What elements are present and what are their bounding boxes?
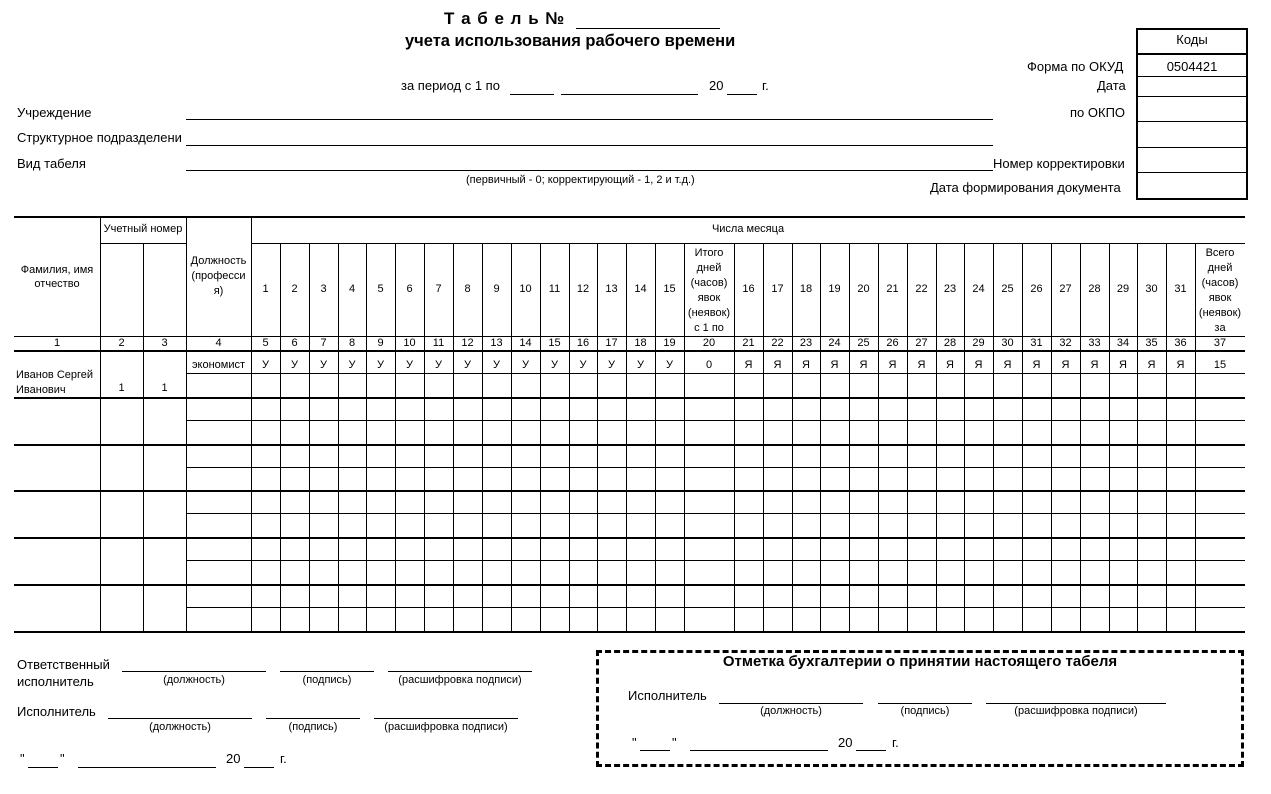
employee-account-1: 1: [118, 382, 125, 394]
correction-code-field[interactable]: [1138, 148, 1245, 172]
date-label: Дата: [1097, 78, 1126, 93]
header-total2-line: (неявок): [1198, 307, 1242, 319]
row-group-border: [14, 537, 1245, 539]
accounting-signature-line[interactable]: [878, 703, 972, 704]
employee-total-first-half: 0: [705, 359, 713, 371]
attendance-mark[interactable]: У: [291, 359, 298, 371]
day-number-header: 11: [548, 283, 561, 295]
table-column-border: [1166, 243, 1167, 631]
date-year-line[interactable]: [244, 767, 274, 768]
column-number: 31: [1030, 337, 1043, 349]
column-number: 11: [432, 337, 445, 349]
day-number-header: 15: [663, 283, 676, 295]
column-number: 8: [348, 337, 356, 349]
accounting-executor-label: Исполнитель: [628, 688, 707, 703]
header-total2-line: за: [1214, 322, 1226, 334]
okpo-code-field[interactable]: [1138, 97, 1245, 121]
attendance-mark[interactable]: У: [262, 359, 269, 371]
division-line[interactable]: [186, 145, 993, 146]
table-column-border: [849, 243, 850, 631]
row-subdivider: [186, 467, 1245, 468]
header-total1-line: явок: [697, 292, 721, 304]
day-number-header: 29: [1116, 283, 1130, 295]
period-month-line[interactable]: [561, 94, 698, 95]
attendance-mark[interactable]: У: [522, 359, 529, 371]
header-days-of-month: Числа месяца: [711, 223, 785, 235]
responsible-position-line[interactable]: [122, 671, 266, 672]
table-column-border: [511, 243, 512, 631]
attendance-mark[interactable]: У: [406, 359, 413, 371]
employee-account-2: 1: [161, 382, 168, 394]
table-column-border: [993, 243, 994, 631]
attendance-mark[interactable]: Я: [830, 359, 839, 371]
column-number: 36: [1174, 337, 1187, 349]
attendance-mark[interactable]: Я: [946, 359, 954, 371]
accounting-signature-hint: (подпись): [900, 705, 950, 717]
day-number-header: 4: [348, 283, 356, 295]
header-fio-line: отчество: [34, 278, 80, 290]
day-number-header: 12: [576, 283, 590, 295]
day-number-header: 18: [799, 283, 813, 295]
responsible-label-line: Ответственный: [17, 657, 110, 672]
attendance-mark[interactable]: Я: [1176, 359, 1185, 371]
day-number-header: 31: [1174, 283, 1187, 295]
row-group-border: [14, 490, 1245, 492]
codes-divider: [1137, 53, 1247, 55]
attendance-mark[interactable]: Я: [1003, 359, 1012, 371]
period-day-line[interactable]: [510, 94, 554, 95]
executor-signature-line[interactable]: [266, 718, 360, 719]
responsible-label-line: исполнитель: [17, 674, 94, 689]
codes-title: Коды: [1176, 32, 1208, 47]
column-number: 34: [1116, 337, 1130, 349]
accounting-position-hint: (должность): [760, 705, 822, 717]
attendance-mark[interactable]: Я: [802, 359, 810, 371]
column-number: 9: [377, 337, 384, 349]
responsible-decode-line[interactable]: [388, 671, 532, 672]
day-number-header: 14: [634, 283, 647, 295]
column-number: 27: [915, 337, 928, 349]
day-number-header: 6: [406, 283, 413, 295]
attendance-mark[interactable]: Я: [1090, 359, 1099, 371]
table-column-border: [1051, 243, 1052, 631]
employee-total-month: 15: [1213, 359, 1227, 371]
header-fio: [14, 263, 100, 291]
responsible-label: [17, 656, 110, 690]
day-number-header: 13: [605, 283, 618, 295]
column-number: 1: [53, 337, 61, 349]
table-bottom-border: [14, 631, 1245, 633]
date-month-line[interactable]: [78, 767, 216, 768]
attendance-mark[interactable]: У: [493, 359, 500, 371]
attendance-mark[interactable]: У: [637, 359, 644, 371]
type-line[interactable]: [186, 170, 993, 171]
day-number-header: 3: [320, 283, 327, 295]
table-column-border: [143, 243, 144, 631]
type-hint: (первичный - 0; корректирующий - 1, 2 и т.д.): [466, 174, 695, 186]
column-number: 19: [663, 337, 676, 349]
responsible-signature-line[interactable]: [280, 671, 374, 672]
accounting-title: Отметка бухгалтерии о принятии настоящего табеля: [722, 653, 1118, 670]
column-number: 37: [1213, 337, 1227, 349]
accounting-year-suffix: г.: [892, 735, 899, 750]
attendance-mark[interactable]: Я: [859, 359, 868, 371]
header-total-month: [1195, 246, 1245, 336]
accounting-position-line[interactable]: [719, 703, 863, 704]
column-number: 13: [490, 337, 503, 349]
executor-decode-line[interactable]: [374, 718, 518, 719]
row-group-border: [14, 444, 1245, 446]
column-numbers-bottom: [14, 350, 1245, 352]
row-subdivider: [186, 607, 1245, 608]
okud-value: 0504421: [1166, 59, 1218, 74]
attendance-mark[interactable]: У: [579, 359, 587, 371]
responsible-decode-hint: (расшифровка подписи): [398, 674, 522, 686]
table-column-border: [1022, 243, 1023, 631]
header-total1-line: (часов): [690, 277, 728, 289]
header-total1-line: дней: [696, 262, 722, 274]
employee-name-line: Иванов Сергей: [16, 369, 94, 381]
responsible-signature-hint: (подпись): [302, 674, 352, 686]
date-quote-open: ": [20, 751, 25, 766]
table-column-border: [626, 243, 627, 631]
header-total-first-half: [684, 246, 734, 336]
table-column-border: [964, 243, 965, 631]
codes-divider: [1137, 121, 1247, 122]
column-number: 17: [605, 337, 618, 349]
table-column-border: [792, 243, 793, 631]
day-number-header: 23: [943, 283, 957, 295]
date-year-suffix: г.: [280, 751, 287, 766]
day-number-header: 30: [1145, 283, 1158, 295]
employee-name: [16, 368, 93, 398]
header-fio-line: Фамилия, имя: [20, 264, 94, 276]
correction-label: Номер корректировки: [993, 156, 1125, 171]
attendance-mark[interactable]: Я: [1061, 359, 1070, 371]
column-number: 15: [548, 337, 561, 349]
employee-position: экономист: [191, 359, 246, 371]
table-column-border: [540, 243, 541, 631]
attendance-mark[interactable]: Я: [917, 359, 926, 371]
column-number: 33: [1088, 337, 1101, 349]
table-column-border: [597, 243, 598, 631]
day-number-header: 2: [291, 283, 298, 295]
attendance-mark[interactable]: Я: [1119, 359, 1127, 371]
column-number: 32: [1059, 337, 1072, 349]
period-year-line[interactable]: [727, 94, 757, 95]
column-number: 10: [403, 337, 416, 349]
doc-date-code-field[interactable]: [1138, 173, 1245, 195]
header-total2-line: (часов): [1201, 277, 1239, 289]
column-number: 23: [799, 337, 813, 349]
accounting-month-line[interactable]: [690, 750, 828, 751]
header-account-number: Учетный номер: [103, 223, 183, 235]
day-number-header: 27: [1059, 283, 1072, 295]
row-subdivider: [186, 560, 1245, 561]
column-number: 5: [262, 337, 269, 349]
column-number: 14: [519, 337, 532, 349]
executor-decode-hint: (расшифровка подписи): [384, 721, 508, 733]
table-column-border: [569, 243, 570, 631]
date-quote-close: ": [60, 751, 65, 766]
column-number: 22: [771, 337, 784, 349]
table-column-border: [655, 243, 656, 631]
day-number-header: 5: [377, 283, 384, 295]
period-year-suffix: г.: [762, 78, 769, 93]
accounting-quote-open: ": [632, 735, 637, 750]
attendance-mark[interactable]: У: [435, 359, 442, 371]
institution-label: Учреждение: [17, 105, 92, 120]
table-top-border: [14, 216, 1245, 218]
accounting-year-line[interactable]: [856, 750, 886, 751]
date-year-prefix: 20: [226, 751, 241, 766]
column-number: 30: [1001, 337, 1014, 349]
responsible-position-hint: (должность): [163, 674, 225, 686]
day-number-header: 10: [519, 283, 532, 295]
table-column-border: [100, 216, 101, 631]
day-number-header: 16: [742, 283, 755, 295]
day-number-header: 19: [828, 283, 841, 295]
accounting-decode-line[interactable]: [986, 703, 1166, 704]
header-position: [186, 254, 251, 299]
day-number-header: 22: [915, 283, 928, 295]
column-number: 35: [1145, 337, 1158, 349]
attendance-mark[interactable]: Я: [1032, 359, 1041, 371]
day-number-header: 9: [493, 283, 500, 295]
okpo-label: по ОКПО: [1070, 105, 1126, 120]
day-number-header: 7: [435, 283, 442, 295]
attendance-mark[interactable]: У: [666, 359, 673, 371]
table-column-border: [424, 243, 425, 631]
division-label: Структурное подразделени: [17, 130, 182, 145]
period-label: за период с 1 по: [401, 78, 500, 93]
doc-date-label: Дата формирования документа: [930, 180, 1121, 195]
table-column-border: [482, 243, 483, 631]
employee-name-line: Иванович: [16, 384, 66, 396]
column-number: 21: [742, 337, 755, 349]
column-number: 4: [215, 337, 222, 349]
period-year-prefix: 20: [709, 78, 724, 93]
header-position-line: Должность: [190, 255, 247, 267]
attendance-mark[interactable]: У: [464, 359, 471, 371]
table-column-border: [280, 243, 281, 631]
day-number-header: 21: [886, 283, 899, 295]
day-number-header: 28: [1088, 283, 1101, 295]
table-column-border: [1137, 243, 1138, 631]
attendance-mark[interactable]: У: [551, 359, 558, 371]
executor-label: Исполнитель: [17, 704, 96, 719]
executor-signature-hint: (подпись): [288, 721, 338, 733]
document-title: Т а б е л ь №: [444, 9, 566, 28]
table-column-border: [907, 243, 908, 631]
table-column-border: [1109, 243, 1110, 631]
executor-position-hint: (должность): [149, 721, 211, 733]
table-column-border: [309, 243, 310, 631]
column-number: 29: [972, 337, 985, 349]
days-header-divider: [251, 243, 1245, 244]
row-subdivider: [186, 420, 1245, 421]
day-number-header: 17: [771, 283, 784, 295]
date-day-line[interactable]: [28, 767, 58, 768]
header-total2-line: явок: [1208, 292, 1232, 304]
type-label: Вид табеля: [17, 156, 86, 171]
row-subdivider: [186, 513, 1245, 514]
attendance-mark[interactable]: У: [348, 359, 356, 371]
attendance-mark[interactable]: У: [377, 359, 384, 371]
table-column-border: [366, 243, 367, 631]
day-number-header: 1: [262, 283, 269, 295]
column-number: 26: [886, 337, 899, 349]
header-total2-line: дней: [1207, 262, 1233, 274]
attendance-mark[interactable]: Я: [1147, 359, 1156, 371]
column-number: 16: [576, 337, 590, 349]
table-column-border: [395, 243, 396, 631]
table-column-border: [453, 243, 454, 631]
table-column-border: [251, 216, 252, 631]
accounting-decode-hint: (расшифровка подписи): [1014, 705, 1138, 717]
column-number: 7: [320, 337, 327, 349]
institution-line[interactable]: [186, 119, 993, 120]
row-group-border: [14, 397, 1245, 399]
table-column-border: [734, 243, 735, 631]
accounting-quote-close: ": [672, 735, 677, 750]
column-number: 3: [161, 337, 168, 349]
date-code-field[interactable]: [1138, 77, 1245, 96]
day-number-header: 24: [972, 283, 985, 295]
row-group-border: [14, 584, 1245, 586]
table-column-border: [878, 243, 879, 631]
day-number-header: 20: [857, 283, 870, 295]
header-total2-line: Всего: [1205, 247, 1235, 259]
accounting-year-prefix: 20: [838, 735, 853, 750]
table-column-border: [936, 243, 937, 631]
day-number-header: 26: [1030, 283, 1043, 295]
day-number-header: 25: [1001, 283, 1014, 295]
header-position-line: я): [213, 285, 224, 297]
header-position-line: (професси: [191, 270, 246, 282]
row-subdivider: [186, 373, 1245, 374]
accounting-day-line[interactable]: [640, 750, 670, 751]
day-number-header: 8: [464, 283, 471, 295]
column-number: 28: [943, 337, 957, 349]
executor-position-line[interactable]: [108, 718, 252, 719]
column-number: 6: [291, 337, 298, 349]
header-total1-line: Итого: [694, 247, 724, 259]
header-total1-line: с 1 по: [694, 322, 724, 334]
table-column-border: [1080, 243, 1081, 631]
tabel-number-line[interactable]: [576, 28, 720, 29]
table-column-border: [820, 243, 821, 631]
table-column-border: [763, 243, 764, 631]
table-column-border: [338, 243, 339, 631]
okud-label: Форма по ОКУД: [1027, 59, 1124, 74]
column-number: 24: [828, 337, 841, 349]
attendance-mark[interactable]: У: [608, 359, 615, 371]
header-total1-line: (неявок): [687, 307, 731, 319]
attendance-mark[interactable]: Я: [773, 359, 782, 371]
attendance-mark[interactable]: Я: [974, 359, 983, 371]
column-number: 12: [461, 337, 474, 349]
column-number: 25: [857, 337, 870, 349]
column-number: 18: [634, 337, 647, 349]
document-subtitle: учета использования рабочего времени: [405, 32, 736, 50]
attendance-mark[interactable]: Я: [744, 359, 753, 371]
attendance-mark[interactable]: У: [320, 359, 327, 371]
attendance-mark[interactable]: Я: [888, 359, 897, 371]
column-number: 20: [702, 337, 716, 349]
column-number: 2: [118, 337, 125, 349]
